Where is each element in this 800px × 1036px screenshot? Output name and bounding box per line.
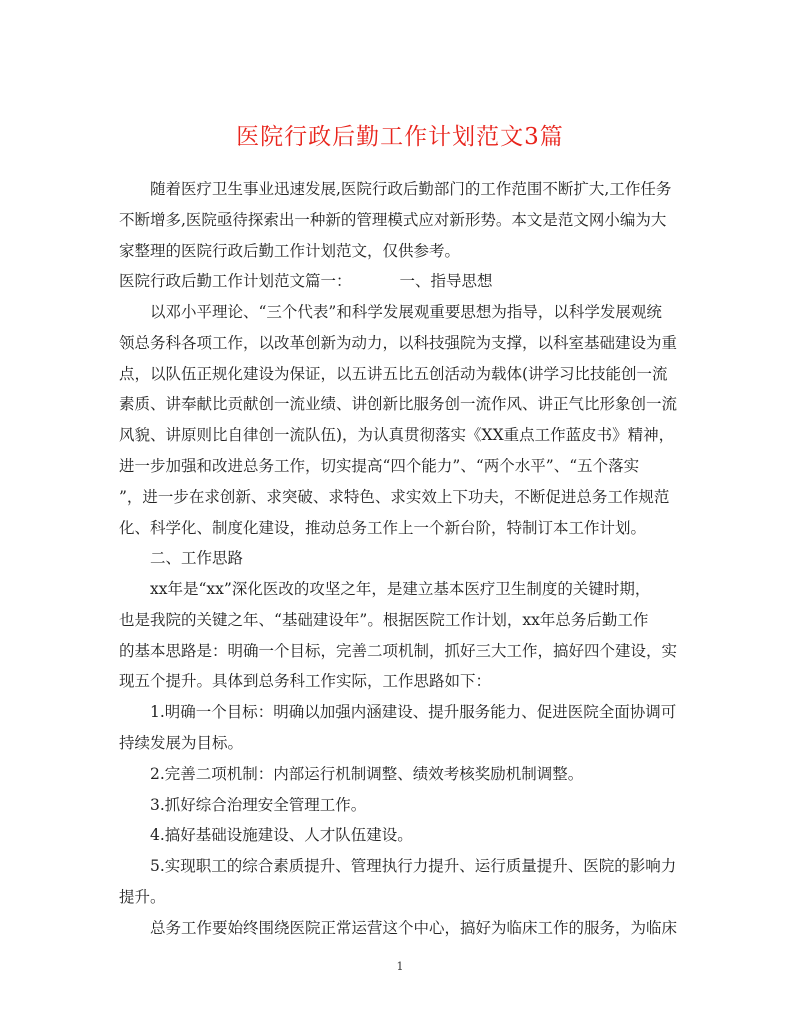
list-item-5	[119, 851, 685, 913]
text-line: 5.实现职工的综合素质提升、管理执行力提升、运行质量提升、医院的影响力	[150, 857, 677, 875]
text-line: 现五个提升。具体到总务科工作实际，工作思路如下：	[119, 672, 492, 691]
text-line: 随着医疗卫生事业迅速发展,医院行政后勤部门的工作范围不断扩大,工作任务	[150, 180, 672, 198]
thinking-heading-block	[119, 543, 685, 574]
text-line: 总务工作要始终围绕医院正常运营这个中心，搞好为临床工作的服务，为临床	[150, 919, 678, 937]
document-title: 医院行政后勤工作计划范文3篇	[236, 124, 564, 151]
text-line: 风貌、讲原则比自律创一流队伍)，为认真贯彻落实《XX重点工作蓝皮书》精神，	[119, 426, 675, 445]
text-line: 持续发展为目标。	[119, 733, 244, 752]
thinking-heading: 二、工作思路	[150, 549, 244, 567]
text-line: xx年是“xx”深化医改的攻坚之年，是建立基本医疗卫生制度的关键时期，	[150, 580, 651, 598]
text-line: 领总务科各项工作，以改革创新为动力，以科技强院为支撑，以科室基础建设为重	[119, 333, 678, 352]
text-line: 3.抓好综合治理安全管理工作。	[150, 796, 367, 814]
section-one-heading-line	[119, 266, 685, 297]
text-line: 点，以队伍正规化建设为保证，以五讲五比五创活动为载体(讲学习比技能创一流	[119, 364, 668, 383]
text-line: 进一步加强和改进总务工作，切实提高“四个能力”、“两个水平”、“五个落实	[119, 456, 640, 475]
list-item-3	[119, 790, 685, 821]
guiding-heading: 一、指导思想	[399, 272, 493, 290]
text-line: 的基本思路是：明确一个目标，完善二项机制，抓好三大工作，搞好四个建设，实	[119, 641, 678, 660]
guiding-paragraph	[119, 297, 685, 543]
text-line: 不断增多,医院亟待探索出一种新的管理模式应对新形势。本文是范文网小编为大	[119, 210, 667, 229]
text-line: 2.完善二项机制：内部运行机制调整、绩效考核奖励机制调整。	[150, 765, 584, 783]
text-line: 1.明确一个目标：明确以加强内涵建设、提升服务能力、促进医院全面协调可	[150, 703, 677, 721]
text-line: 也是我院的关键之年、“基础建设年”。根据医院工作计划，xx年总务后勤工作	[119, 610, 649, 629]
text-line: ”，进一步在求创新、求突破、求特色、求实效上下功夫，不断促进总务工作规范	[119, 487, 670, 506]
intro-paragraph	[119, 174, 685, 266]
list-item-1	[119, 697, 685, 759]
page-number: 1	[396, 960, 404, 973]
list-item-4	[119, 820, 685, 851]
text-line: 家整理的医院行政后勤工作计划范文，仅供参考。	[119, 241, 461, 260]
list-item-2	[119, 759, 685, 790]
text-line: 4.搞好基础设施建设、人才队伍建设。	[150, 826, 413, 844]
text-line: 提升。	[119, 887, 166, 906]
section-one-heading: 医院行政后勤工作计划范文篇一：	[119, 272, 352, 290]
text-line: 素质、讲奉献比贡献创一流业绩、讲创新比服务创一流作风、讲正气比形象创一流	[119, 395, 678, 414]
text-line: 以邓小平理论、“三个代表”和科学发展观重要思想为指导，以科学发展观统	[150, 303, 662, 321]
text-line: 化、科学化、制度化建设，推动总务工作上一个新台阶，特制订本工作计划。	[119, 518, 647, 537]
section-heading-row	[119, 266, 685, 297]
closing-paragraph	[119, 913, 685, 944]
thinking-paragraph	[119, 574, 685, 697]
